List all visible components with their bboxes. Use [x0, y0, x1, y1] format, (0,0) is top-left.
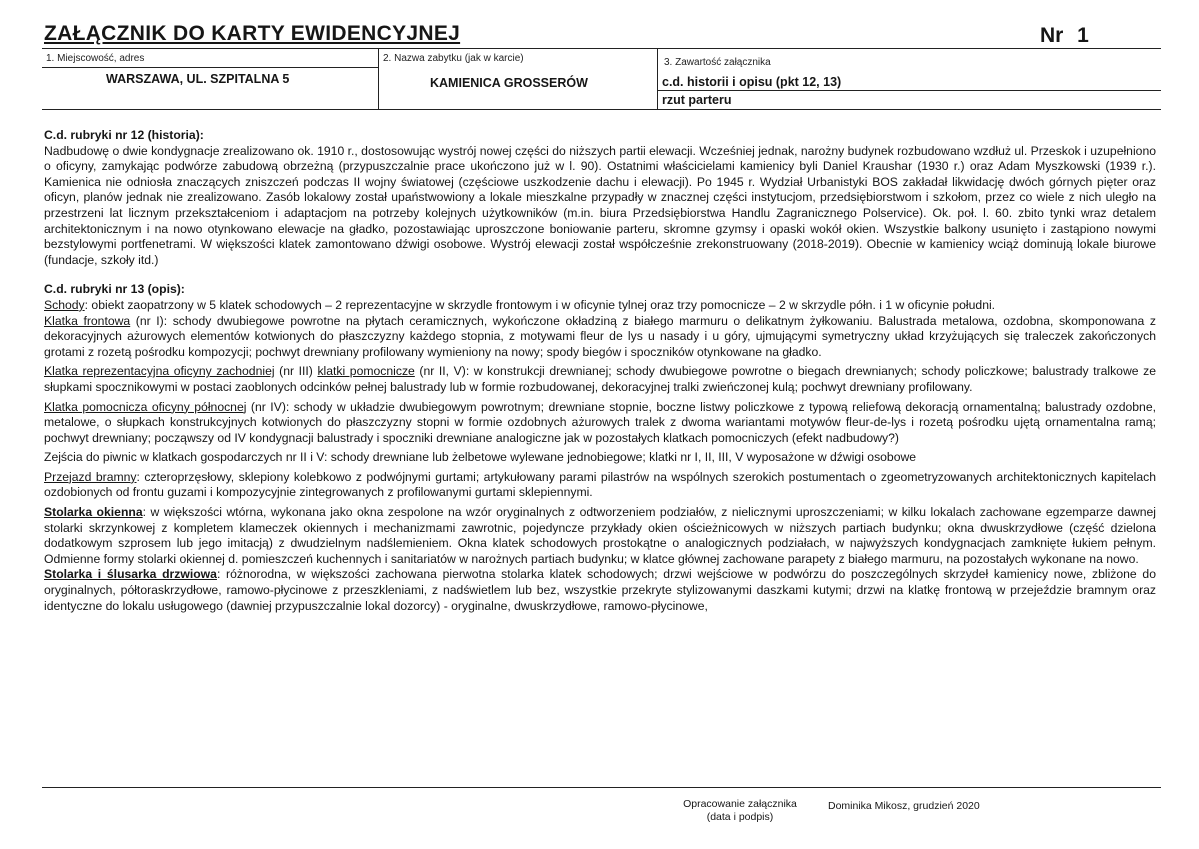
field3-label: 3. Zawartość załącznika	[664, 57, 771, 68]
doors-label: Stolarka i ślusarka drzwiowa	[44, 567, 217, 582]
front-staircase-label: Klatka frontowa	[44, 313, 131, 328]
front-staircase-paragraph: Klatka frontowa (nr I): schody dwubiegowe powrotne na płytach ceramicznych, wykończone okładziną z białego marmuru o delikatnym żyłkowaniu. Balustrada metalowa, ozdobna, skomponowana z dekoracyjnych ażurowych elementów kotwionych do płaszczyzny każdego stopnia, z motywami fleur de lys u nasady i u góry, ujmującymi symetryczny układ krzyżujących się traleczek zakończonych grotami z rozetą pośrodku kompozycji; pochwyt drewniany profilowany wymieniony na nowy; spody biegów i spoczników otynkowane na gładko.	[44, 313, 1156, 359]
gateway-label: Przejazd bramny	[44, 469, 137, 484]
header-divider-1	[378, 49, 379, 109]
header-bottom-rule	[42, 109, 1161, 110]
footer-author-date: Dominika Mikosz, grudzień 2020	[828, 800, 980, 812]
field2-value: KAMIENICA GROSSERÓW	[430, 76, 588, 90]
section13-heading: C.d. rubryki nr 13 (opis):	[44, 282, 185, 297]
stairs-paragraph: Schody: obiekt zaopatrzony w 5 klatek schodowych – 2 reprezentacyjne w skrzydle frontowym i w oficynie tylnej oraz trzy pomocnicze – 2 w skrzydle półn. i 1 w oficynie południ.	[44, 297, 996, 312]
footer-label-line2: (data i podpis)	[706, 811, 774, 823]
auxiliary-staircases-label: klatki pomocnicze	[317, 364, 415, 379]
west-staircase-label: Klatka reprezentacyjna oficyny zachodniej	[44, 364, 275, 379]
windows-label: Stolarka okienna	[44, 505, 143, 520]
field1-value: WARSZAWA, UL. SZPITALNA 5	[106, 72, 290, 86]
field3-line2: rzut parteru	[662, 93, 732, 107]
attachment-number: Nr 1	[1040, 24, 1089, 47]
header-divider-2	[657, 49, 658, 109]
document-body	[44, 128, 1156, 614]
document-title: ZAŁĄCZNIK DO KARTY EWIDENCYJNEJ	[44, 22, 461, 45]
header-top-rule	[42, 48, 1161, 49]
north-staircase-paragraph: Klatka pomocnicza oficyny północnej (nr IV): schody w układzie dwubiegowym powrotnym; drewniane stopnie, boczne listwy policzkowe z typową reliefową dekoracją ornamentalną; balustrady ozdobne, metalowe, o słupkach konstrukcyjnych kotwionych do płaszczyzny stopni w formie ozdobnych ażurowych tralek z dwoma wariantami motywów fleur-de-lys i rozetą pośrodku ujętą ornamentalna ramą; pochwyt drewniany; począwszy od IV kondygnacji balustrady i spoczniki drewniane analogiczne jak w pozostałych klatkach pomocniczych (efekt nadbudowy?)	[44, 399, 1156, 445]
field3-line1: c.d. historii i opisu (pkt 12, 13)	[662, 75, 842, 89]
field1-label: 1. Miejscowość, adres	[46, 53, 145, 64]
field2-label: 2. Nazwa zabytku (jak w karcie)	[383, 53, 524, 64]
north-staircase-label: Klatka pomocnicza oficyny północnej	[44, 399, 247, 414]
doors-paragraph: Stolarka i ślusarka drzwiowa: różnorodna, w większości zachowana pierwotna stolarka klatek schodowych; drzwi wejściowe w podwórzu do poszczególnych skrzydeł kamienicy nowe, zbliżone do oryginalnych, półtoraskrzydłowe, ramowo-płycinowe z przeszkleniami, z nadświetlem lub bez, wszystkie przekryte stylizowanymi daszkami kutymi; drzwi na klatkę frontową w przejeździe bramnym oraz identyczne do lokalu usługowego (dawniej przypuszczalnie lokal dozorcy) - oryginalne, dwuskrzydłowe, ramowo-płycinowe,	[44, 567, 1156, 613]
field1-underline	[42, 67, 378, 68]
field3-underline	[658, 90, 1161, 91]
section12-heading: C.d. rubryki nr 12 (historia):	[44, 128, 204, 142]
section12-text: Nadbudowę o dwie kondygnacje zrealizowano ok. 1910 r., dostosowując wystrój nowej części do niższych partii elewacji. Wcześniej jednak, narożny budynek rozbudowano wzdłuż ul. Przeskok i uzupełniono o oficyny, zamykając podwórze zabudową obrzeżną (przypuszczalnie prace ukończono już w l. 90). Ostatnimi właścicielami kamienicy byli Daniel Kraushar (1930 r.) oraz Adam Myszkowski (1939 r.). Kamienica nie odniosła znaczących zniszczeń podczas II wojny światowej (częściowe uszkodzenie dachu i elewacji). Po 1945 r. Wydział Urbanistyki BOS zakładał likwidację dwóch górnych pięter oraz oficyn, planów jednak nie zrealizowano. Zasób lokalowy został upaństwowiony a lokale mieszkalne przypadły w znacznej części instytucjom, przedsiębiorstwom i szkołom, przez co wiele z nich uległo na przestrzeni lat licznym przekształceniom i adaptacjom na potrzeby kolejnych użytkowników (m.in. biura Przedsiębiorstwa Handlu Zagranicznego Polservice). Ok. poł. l. 60. zbito tynki wraz detalem architektonicznym i na nowo otynkowano elewacje na gładko, pozostawiając uproszczone boniowanie parteru, skromne gzymsy i opaski wokół okien. Wszystkie balkony usunięto i zastąpiono nowymi bezstylowymi portfenetrami. W większości klatek zamontowano dźwigi osobowe. Wystrój elewacji został współcześnie zrekonstruowany (2018-2019). Obecnie w kamienicy wciąż dominują lokale biurowe (fundacje, szkoły itd.)	[44, 143, 1156, 267]
footer-rule	[42, 787, 1161, 788]
stairs-label: Schody	[44, 297, 85, 312]
footer-label	[670, 798, 810, 824]
gateway-paragraph: Przejazd bramny: czteroprzęsłowy, sklepiony kolebkowo z podwójnymi gurtami; artykułowany parami pilastrów na wspólnych szerokich postumentach o zgeometryzowanych architektonicznych kapitelach ozdobionych od frontu guzami i kompozycyjnie zintegrowanych z profilowanymi gurtami sklepiennymi.	[44, 469, 1156, 500]
windows-paragraph: Stolarka okienna: w większości wtórna, wykonana jako okna zespolone na wzór oryginalnych z odtworzeniem podziałów, z nielicznymi uproszczeniami; w kilku lokalach zachowane egzemparze dawnej stolarki skrzynkowej z kompletem klameczek okiennych i mechanizmami zawrotnic, pojedyncze przykłady okien ościeżnicowych w niższych partiach budynku; okna dwuskrzydłowe (część dzielona dodatkowym szprosem lub jego imitacją) z dwudzielnym nadślemieniem. Okna klatek schodowych prostokątne o analogicznych podziałach, w najwyższych kondygnacjach zamknięte łukiem pełnym. Odmienne formy stolarki okiennej d. pomieszczeń kuchennych i sanitariatów w narożnych partiach budynku; w klatce głównej zachowane parapety z białego marmuru, na pozostałych wykonane na nowo.	[44, 505, 1156, 566]
footer-label-line1: Opracowanie załącznika	[683, 798, 797, 810]
west-staircase-paragraph: Klatka reprezentacyjna oficyny zachodniej (nr III) klatki pomocnicze (nr II, V): w konstrukcji drewnianej; schody dwubiegowe powrotne o biegach drewnianych; schody policzkowe; balustrady tralkowe ze słupkami spocznikowymi w postaci zaoblonych odcinków pełnej balustrady lub w formie rozbudowanej, dekoracyjnej tralki zwieńczonej kulą; pochwyt drewniany profilowany.	[44, 364, 1157, 394]
basement-paragraph: Zejścia do piwnic w klatkach gospodarczych nr II i V: schody drewniane lub żelbetowe wylewane jednobiegowe; klatki nr I, II, III, V wyposażone w dźwigi osobowe	[44, 450, 917, 465]
